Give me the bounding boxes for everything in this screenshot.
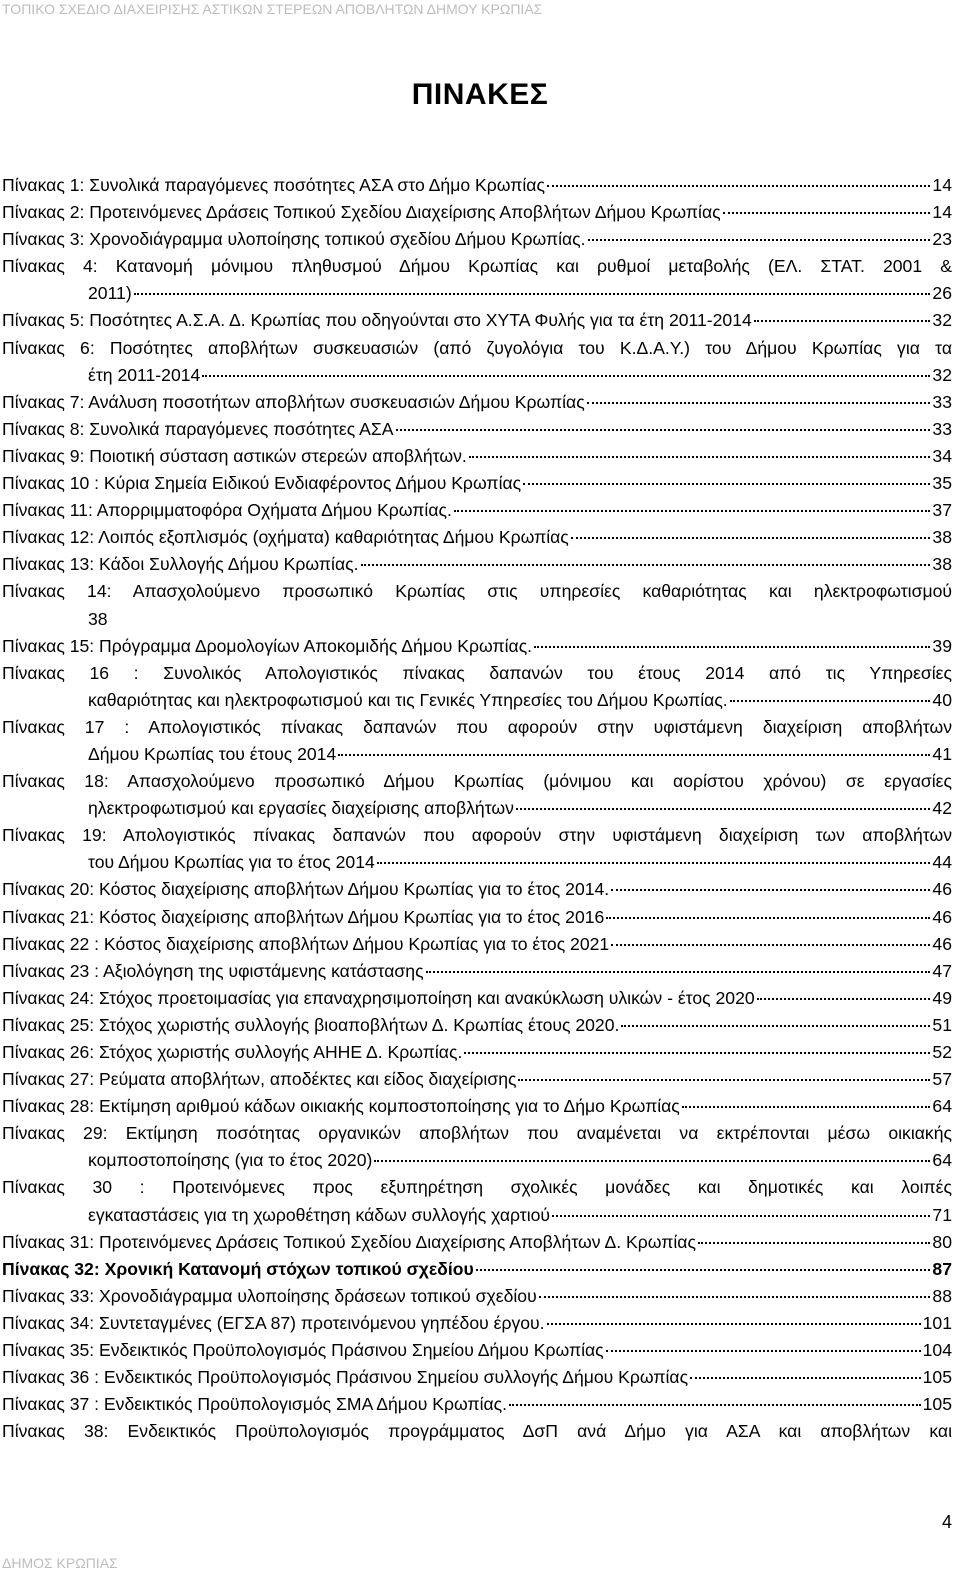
toc-entry-line[interactable]: Πίνακας 17 : Απολογιστικός πίνακας δαπανών που αφορούν στην υφιστάμενη διαχείριση αποβλήτων [2, 716, 952, 737]
toc-entry-line[interactable]: Πίνακας 19: Απολογιστικός πίνακας δαπανών που αφορούν στην υφιστάμενη διαχείριση των αποβλήτων [2, 825, 952, 846]
toc-entry[interactable]: Πίνακας 2: Προτεινόμενες Δράσεις Τοπικού Σχεδίου Διαχείρισης Αποβλήτων Δήμου Κρωπίας 14 [2, 202, 952, 223]
page-number: 4 [941, 1512, 952, 1532]
toc-entry[interactable]: Πίνακας 33: Χρονοδιάγραμμα υλοποίησης δράσεων τοπικού σχεδίου 88 [2, 1285, 952, 1306]
toc-entry[interactable]: Πίνακας 23 : Αξιολόγηση της υφιστάμενης κατάστασης 47 [2, 960, 952, 981]
toc-entry[interactable]: Πίνακας 25: Στόχος χωριστής συλλογής βιοαποβλήτων Δ. Κρωπίας έτους 2020. 51 [2, 1014, 952, 1035]
toc-entry[interactable]: εγκαταστάσεις για τη χωροθέτηση κάδων συλλογής χαρτιού 71 [88, 1204, 952, 1225]
toc-entry[interactable]: Πίνακας 3: Χρονοδιάγραμμα υλοποίησης τοπικού σχεδίου Δήμου Κρωπίας. 23 [2, 229, 952, 250]
toc-entry[interactable]: Πίνακας 28: Εκτίμηση αριθμού κάδων οικιακής κομποστοποίησης για το Δήμο Κρωπίας 64 [2, 1096, 952, 1117]
toc-entry-line[interactable]: Πίνακας 38: Ενδεικτικός Προϋπολογισμός προγράμματος ΔσΠ ανά Δήμο για ΑΣΑ και αποβλήτων και [2, 1421, 952, 1442]
toc-entry[interactable]: του Δήμου Κρωπίας για το έτος 2014 44 [88, 852, 952, 873]
toc-entry[interactable]: Πίνακας 12: Λοιπός εξοπλισμός (οχήματα) καθαριότητας Δήμου Κρωπίας 38 [2, 527, 952, 548]
toc-entry-line[interactable]: Πίνακας 16 : Συνολικός Απολογιστικός πίνακας δαπανών του έτους 2014 από τις Υπηρεσίες [2, 662, 952, 683]
toc-entry-line[interactable]: Πίνακας 14: Απασχολούμενο προσωπικό Κρωπίας στις υπηρεσίες καθαριότητας και ηλεκτροφωτισμού [2, 581, 952, 602]
toc-entry[interactable]: Πίνακας 21: Κόστος διαχείρισης αποβλήτων Δήμου Κρωπίας για το έτος 2016 46 [2, 906, 952, 927]
toc-entry[interactable]: Πίνακας 9: Ποιοτική σύσταση αστικών στερεών αποβλήτων. 34 [2, 445, 952, 466]
toc-entry-bold[interactable]: Πίνακας 32: Χρονική Κατανομή στόχων τοπικού σχεδίου 87 [2, 1258, 952, 1279]
toc-entry[interactable]: Πίνακας 1: Συνολικά παραγόμενες ποσότητες ΑΣΑ στο Δήμο Κρωπίας 14 [2, 175, 952, 195]
toc-entry[interactable]: έτη 2011-2014 32 [88, 364, 952, 385]
toc-entry[interactable]: 2011) 26 [88, 283, 952, 304]
toc-entry[interactable]: Πίνακας 31: Προτεινόμενες Δράσεις Τοπικού Σχεδίου Διαχείρισης Αποβλήτων Δ. Κρωπίας 80 [2, 1231, 952, 1252]
toc-entry[interactable]: Πίνακας 11: Απορριμματοφόρα Οχήματα Δήμου Κρωπίας. 37 [2, 500, 952, 521]
toc-entry[interactable]: Πίνακας 7: Ανάλυση ποσοτήτων αποβλήτων συσκευασιών Δήμου Κρωπίας 33 [2, 391, 952, 412]
running-footer: ΔΗΜΟΣ ΚΡΩΠΙΑΣ [2, 1555, 118, 1571]
toc-entry[interactable]: Πίνακας 8: Συνολικά παραγόμενες ποσότητες ΑΣΑ 33 [2, 418, 952, 439]
toc-entry-line[interactable]: Πίνακας 30 : Προτεινόμενες προς εξυπηρέτηση σχολικές μονάδες και δημοτικές και λοιπές [2, 1177, 952, 1198]
toc-entry[interactable]: Πίνακας 13: Κάδοι Συλλογής Δήμου Κρωπίας. 38 [2, 554, 952, 575]
toc-entry[interactable]: Πίνακας 34: Συντεταγμένες (ΕΓΣΑ 87) προτεινόμενου γηπέδου έργου. 101 [2, 1312, 952, 1333]
toc-entry[interactable]: Πίνακας 15: Πρόγραμμα Δρομολογίων Αποκομιδής Δήμου Κρωπίας. 39 [2, 635, 952, 656]
toc-page-number: 38 [88, 608, 108, 629]
toc-entry-line[interactable]: Πίνακας 29: Εκτίμηση ποσότητας οργανικών αποβλήτων που αναμένεται να εκτρέπονται μέσω οικιακής [2, 1123, 952, 1144]
toc-entry-line[interactable]: Πίνακας 4: Κατανομή μόνιμου πληθυσμού Δήμου Κρωπίας και ρυθμοί μεταβολής (ΕΛ. ΣΤΑΤ. 2001 & [2, 256, 952, 277]
toc-entry-line[interactable]: Πίνακας 18: Απασχολούμενο προσωπικό Δήμου Κρωπίας (μόνιμου και αορίστου χρόνου) σε εργασίες [2, 771, 952, 792]
toc-entry[interactable]: ηλεκτροφωτισμού και εργασίες διαχείρισης αποβλήτων 42 [88, 798, 952, 819]
toc-entry[interactable]: καθαριότητας και ηλεκτροφωτισμού και τις Γενικές Υπηρεσίες του Δήμου Κρωπίας. 40 [88, 689, 952, 710]
toc-entry[interactable]: Πίνακας 5: Ποσότητες Α.Σ.Α. Δ. Κρωπίας που οδηγούνται στο ΧΥΤΑ Φυλής για τα έτη 2011-2014 32 [2, 310, 952, 331]
toc-entry[interactable]: Πίνακας 22 : Κόστος διαχείρισης αποβλήτων Δήμου Κρωπίας για το έτος 2021 46 [2, 933, 952, 954]
toc-entry[interactable]: Πίνακας 35: Ενδεικτικός Προϋπολογισμός Πράσινου Σημείου Δήμου Κρωπίας 104 [2, 1340, 952, 1361]
running-header: ΤΟΠΙΚΟ ΣΧΕΔΙΟ ΔΙΑΧΕΙΡΙΣΗΣ ΑΣΤΙΚΩΝ ΣΤΕΡΕΩΝ ΑΠΟΒΛΗΤΩΝ ΔΗΜΟΥ ΚΡΩΠΙΑΣ [2, 1, 543, 17]
toc-entry[interactable]: κομποστοποίησης (για το έτος 2020) 64 [88, 1150, 952, 1171]
table-of-tables [2, 172, 952, 1445]
toc-entry[interactable]: Πίνακας 37 : Ενδεικτικός Προϋπολογισμός ΣΜΑ Δήμου Κρωπίας. 105 [2, 1394, 952, 1415]
toc-entry[interactable]: Πίνακας 24: Στόχος προετοιμασίας για επαναχρησιμοποίηση και ανακύκλωση υλικών - έτος 2020 49 [2, 987, 952, 1008]
toc-entry[interactable]: Πίνακας 26: Στόχος χωριστής συλλογής ΑΗΗΕ Δ. Κρωπίας. 52 [2, 1042, 952, 1062]
page-title: ΠΙΝΑΚΕΣ [411, 78, 549, 111]
toc-entry[interactable]: Δήμου Κρωπίας του έτους 2014 41 [88, 743, 952, 764]
toc-entry[interactable]: Πίνακας 36 : Ενδεικτικός Προϋπολογισμός Πράσινου Σημείου συλλογής Δήμου Κρωπίας 105 [2, 1367, 952, 1388]
toc-entry[interactable]: Πίνακας 10 : Κύρια Σημεία Ειδικού Ενδιαφέροντος Δήμου Κρωπίας 35 [2, 473, 952, 494]
toc-entry[interactable]: Πίνακας 27: Ρεύματα αποβλήτων, αποδέκτες και είδος διαχείρισης 57 [2, 1069, 952, 1090]
toc-entry-line[interactable]: Πίνακας 6: Ποσότητες αποβλήτων συσκευασιών (από ζυγολόγια του Κ.Δ.Α.Υ.) του Δήμου Κρωπίας για τα [2, 337, 952, 358]
toc-entry[interactable]: Πίνακας 20: Κόστος διαχείρισης αποβλήτων Δήμου Κρωπίας για το έτος 2014. 46 [2, 879, 952, 900]
